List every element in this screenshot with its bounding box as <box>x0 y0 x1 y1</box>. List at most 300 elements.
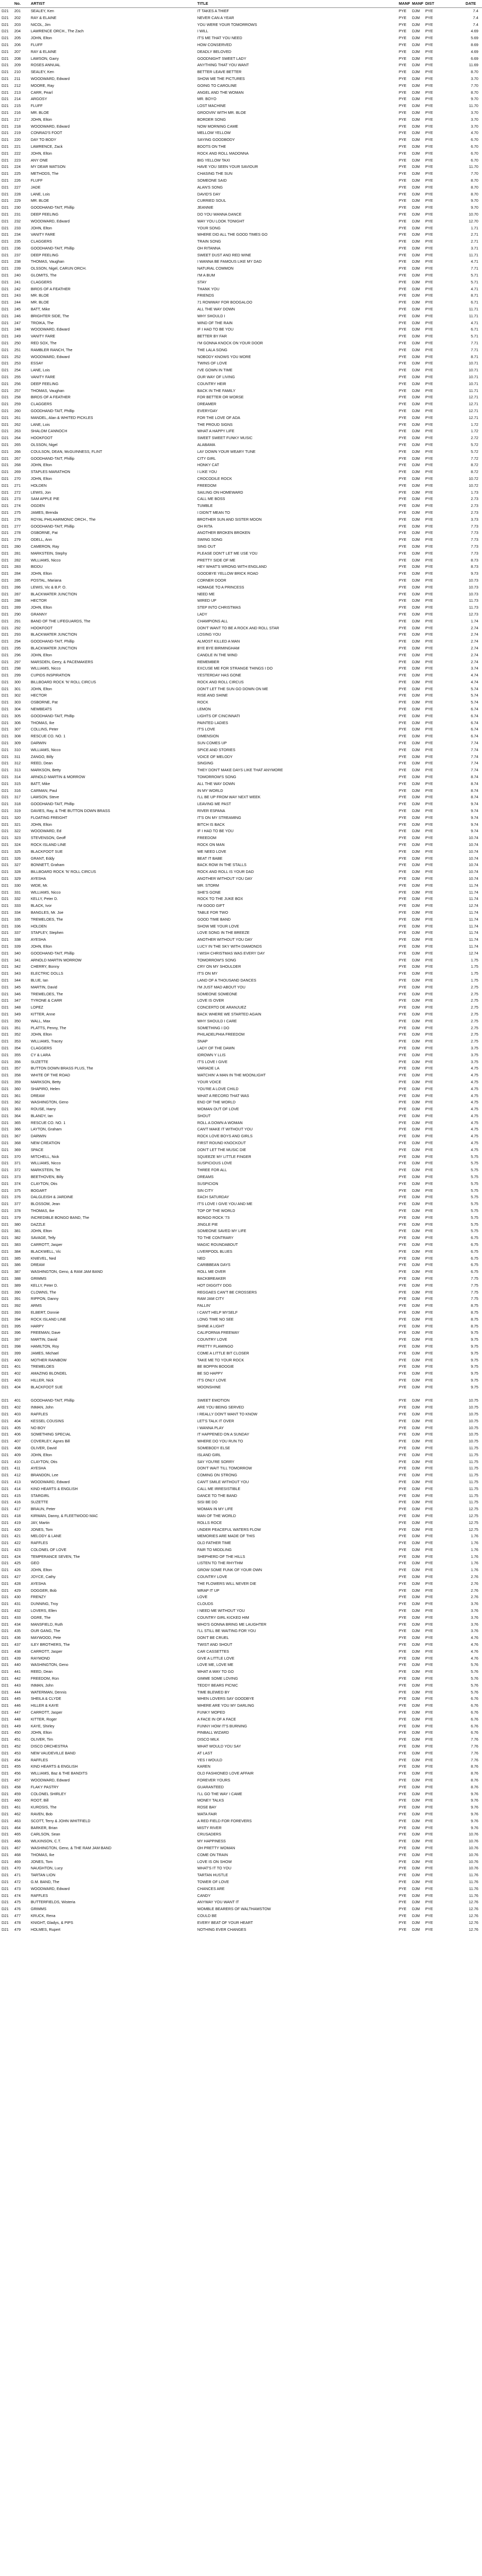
table-row <box>0 1750 482 1757</box>
prefix-cell: D21 <box>2 368 9 373</box>
catalogue-number: 252 <box>14 354 21 359</box>
manf2-cell: DJM <box>412 361 420 366</box>
artist-cell: SHAPIRO, Helen <box>31 1086 60 1091</box>
date-cell: 4.69 <box>471 49 478 54</box>
date-cell: 9.75 <box>471 1350 478 1356</box>
title-cell: TOMORROW'S SONG <box>197 774 236 780</box>
date-cell: 10.74 <box>469 869 478 875</box>
title-cell: HOT DIGGITY DOG <box>197 1282 232 1288</box>
date-cell: 4.74 <box>471 679 478 684</box>
catalogue-number: 371 <box>14 1161 21 1166</box>
manf2-cell: DJM <box>412 1459 420 1464</box>
manf2-cell: DJM <box>412 910 420 915</box>
dist-cell: PYE <box>425 273 433 278</box>
artist-cell: THOMAS, Ike <box>31 720 55 725</box>
manf2-cell: DJM <box>412 150 420 156</box>
catalogue-number: 220 <box>14 137 21 142</box>
date-cell: 9.75 <box>471 1330 478 1335</box>
manf-cell: PYE <box>399 516 407 522</box>
catalogue-number: 215 <box>14 103 21 109</box>
manf-cell: PYE <box>399 117 407 122</box>
dist-cell: PYE <box>425 1282 433 1288</box>
artist-cell: JOHN, Elton <box>31 150 52 156</box>
prefix-cell: D21 <box>2 408 9 414</box>
catalogue-number: 453 <box>14 1750 21 1755</box>
dist-cell: PYE <box>425 476 433 481</box>
artist-cell: CAMERON, Ray <box>31 543 59 549</box>
date-cell: 11.75 <box>469 1493 478 1498</box>
date-cell: 8.70 <box>471 191 478 197</box>
manf2-cell: DJM <box>412 1588 420 1593</box>
dist-cell: PYE <box>425 1825 433 1830</box>
table-row <box>0 456 482 462</box>
manf2-cell: DJM <box>412 673 420 678</box>
dist-cell: PYE <box>425 686 433 691</box>
title-cell: PHILADELPHIA FREEDOM <box>197 1032 245 1037</box>
prefix-cell: D21 <box>2 903 9 908</box>
date-cell: 11.74 <box>469 896 478 902</box>
manf2-cell: DJM <box>412 1188 420 1193</box>
manf-cell: PYE <box>399 198 407 203</box>
manf-cell: PYE <box>399 29 407 34</box>
title-cell: TO THE CONTRARY <box>197 1235 234 1241</box>
catalogue-number: 293 <box>14 632 21 637</box>
artist-cell: MARKSON, Betty <box>31 768 61 773</box>
date-cell: 9.76 <box>471 1791 478 1796</box>
title-cell: SUN COMES UP <box>197 741 227 746</box>
dist-cell: PYE <box>425 1520 433 1525</box>
table-row <box>0 910 482 916</box>
title-cell: ROSE BAY <box>197 1805 217 1810</box>
manf-cell: PYE <box>399 984 407 990</box>
dist-cell: PYE <box>425 862 433 868</box>
artist-cell: JOHN, Elton <box>31 117 52 122</box>
manf-cell: PYE <box>399 1364 407 1369</box>
table-row <box>0 1804 482 1811</box>
catalogue-number: 403 <box>14 1411 21 1416</box>
table-row <box>0 916 482 923</box>
artist-cell: TYRONE & CARR <box>31 998 63 1003</box>
catalogue-number: 381 <box>14 1228 21 1234</box>
prefix-cell: D21 <box>2 1534 9 1539</box>
catalogue-number: 352 <box>14 1032 21 1037</box>
artist-cell: MANDEL, Alan & WHITED PICKLES <box>31 415 93 420</box>
title-cell: SING OUT <box>197 543 216 549</box>
date-cell: 9.76 <box>471 1811 478 1816</box>
catalogue-number: 349 <box>14 1011 21 1017</box>
prefix-cell: D21 <box>2 49 9 54</box>
date-cell: 11.71 <box>469 307 478 312</box>
catalogue-number: 262 <box>14 422 21 427</box>
date-cell: 10.76 <box>469 1832 478 1837</box>
title-cell: SOMETHING I DO <box>197 1025 230 1030</box>
manf2-cell: DJM <box>412 211 420 217</box>
prefix-cell: D21 <box>2 659 9 664</box>
artist-cell: HOLMES, Rupert <box>31 1927 60 1932</box>
date-cell: 8.70 <box>471 177 478 183</box>
prefix-cell: D21 <box>2 734 9 739</box>
artist-cell: SCOTT, Terry & JOHN WHITFIELD <box>31 1818 91 1823</box>
title-cell: HOMAGE TO A PRINCESS <box>197 584 244 590</box>
dist-cell: PYE <box>425 1384 433 1389</box>
table-row <box>0 726 482 733</box>
catalogue-number: 376 <box>14 1195 21 1200</box>
artist-cell: WOODWARD, Edward <box>31 76 70 81</box>
artist-cell: RAMBLER RANCH, The <box>31 347 73 352</box>
artist-cell: COLONEL OF LOVE <box>31 1547 67 1552</box>
title-cell: RAM JAM CITY <box>197 1296 224 1302</box>
date-cell: 6.74 <box>471 707 478 712</box>
dist-cell: PYE <box>425 171 433 176</box>
manf-cell: PYE <box>399 239 407 244</box>
table-row <box>0 1377 482 1384</box>
title-cell: I'LL STILL BE WAITING FOR YOU <box>197 1628 256 1634</box>
prefix-cell: D21 <box>2 22 9 27</box>
prefix-cell: D21 <box>2 83 9 88</box>
title-cell: GOODBYE YELLOW BRICK ROAD <box>197 571 258 576</box>
catalogue-number: 383 <box>14 1242 21 1247</box>
manf-cell: PYE <box>399 1452 407 1457</box>
artist-cell: BLACKWATER JUNCTION <box>31 645 77 650</box>
date-cell: 7.76 <box>471 1744 478 1749</box>
table-row <box>0 1174 482 1181</box>
date-cell: 6.74 <box>471 727 478 732</box>
dist-cell: PYE <box>425 795 433 800</box>
prefix-cell: D21 <box>2 1242 9 1247</box>
table-row <box>0 903 482 910</box>
title-cell: BYE BYE BIRMINGHAM <box>197 645 240 650</box>
table-row <box>0 1777 482 1784</box>
table-row <box>0 1262 482 1269</box>
date-cell: 8.73 <box>471 557 478 563</box>
title-cell: BOOTS ON THE <box>197 144 226 149</box>
artist-cell: ARNOLD MARTIN MORROW <box>31 957 82 962</box>
manf2-cell: DJM <box>412 1289 420 1295</box>
dist-cell: PYE <box>425 341 433 346</box>
prefix-cell: D21 <box>2 381 9 386</box>
date-cell: 8.75 <box>471 1323 478 1329</box>
manf2-cell: DJM <box>412 611 420 617</box>
manf-cell: PYE <box>399 1798 407 1803</box>
dist-cell: PYE <box>425 435 433 441</box>
manf2-cell: DJM <box>412 1473 420 1478</box>
catalogue-number: 203 <box>14 22 21 27</box>
title-cell: FOR THE LOVE OF ADA <box>197 415 240 420</box>
manf-cell: PYE <box>399 110 407 115</box>
date-cell: 3.70 <box>471 117 478 122</box>
manf2-cell: DJM <box>412 1554 420 1559</box>
table-row <box>0 1472 482 1479</box>
artist-cell: ARNOLD MARTIN & MORROW <box>31 774 85 780</box>
dist-cell: PYE <box>425 591 433 596</box>
prefix-cell: D21 <box>2 429 9 434</box>
manf2-cell: DJM <box>412 476 420 481</box>
prefix-cell: D21 <box>2 300 9 305</box>
manf-cell: PYE <box>399 1771 407 1776</box>
title-cell: ROCK LOVE BOYS AND GIRLS <box>197 1134 253 1139</box>
manf2-cell: DJM <box>412 1357 420 1362</box>
dist-cell: PYE <box>425 557 433 563</box>
date-cell: 12.76 <box>469 1906 478 1912</box>
artist-cell: REED, Dean <box>31 1669 53 1674</box>
prefix-cell: D21 <box>2 1330 9 1335</box>
manf-cell: PYE <box>399 442 407 447</box>
table-row <box>0 1276 482 1282</box>
artist-cell: WILLIAMS, Nicco <box>31 747 61 752</box>
manf2-cell: DJM <box>412 1242 420 1247</box>
dist-cell: PYE <box>425 137 433 142</box>
manf2-cell: DJM <box>412 1689 420 1695</box>
catalogue-number: 298 <box>14 666 21 671</box>
catalogue-number: 257 <box>14 388 21 393</box>
title-cell: BACK IN THE FAMILY <box>197 388 236 393</box>
catalogue-number: 467 <box>14 1845 21 1850</box>
title-cell: ROCK <box>197 700 208 705</box>
artist-cell: CHERRY, Bonny <box>31 964 59 969</box>
date-cell: 10.76 <box>469 1866 478 1871</box>
date-cell: 4.75 <box>471 1120 478 1125</box>
table-row <box>0 1181 482 1188</box>
date-cell: 6.75 <box>471 1262 478 1268</box>
date-cell: 12.71 <box>469 415 478 420</box>
manf-cell: PYE <box>399 225 407 230</box>
table-row <box>0 1527 482 1534</box>
artist-cell: BEETHOVEN, Billy <box>31 1174 64 1180</box>
manf-cell: PYE <box>399 761 407 766</box>
manf-cell: PYE <box>399 76 407 81</box>
catalogue-number: 373 <box>14 1174 21 1180</box>
manf2-cell: DJM <box>412 1154 420 1159</box>
dist-cell: PYE <box>425 876 433 881</box>
date-cell: 3.76 <box>471 1628 478 1634</box>
prefix-cell: D21 <box>2 605 9 610</box>
dist-cell: PYE <box>425 239 433 244</box>
dist-cell: PYE <box>425 1750 433 1755</box>
prefix-cell: D21 <box>2 1703 9 1708</box>
artist-cell: WASHINGTON, Geno <box>31 1100 68 1105</box>
table-row <box>0 1669 482 1675</box>
table-row <box>0 1791 482 1798</box>
table-row <box>0 1872 482 1879</box>
manf2-cell: DJM <box>412 1059 420 1064</box>
table-row <box>0 1716 482 1723</box>
dist-cell: PYE <box>425 1927 433 1932</box>
title-cell: I LIKE YOU <box>197 469 217 475</box>
table-row <box>0 1418 482 1425</box>
dist-cell: PYE <box>425 1682 433 1688</box>
table-row <box>0 1927 482 1933</box>
table-row <box>0 1797 482 1804</box>
prefix-cell: D21 <box>2 279 9 284</box>
table-row <box>0 76 482 83</box>
title-cell: FALLIN' <box>197 1303 211 1308</box>
date-cell: 7.74 <box>471 761 478 766</box>
date-cell: 7.75 <box>471 1296 478 1302</box>
date-cell: 2.75 <box>471 1032 478 1037</box>
prefix-cell: D21 <box>2 991 9 996</box>
prefix-cell: D21 <box>2 1174 9 1180</box>
catalogue-number: 292 <box>14 625 21 630</box>
manf2-cell: DJM <box>412 984 420 990</box>
manf-cell: PYE <box>399 1147 407 1152</box>
artist-cell: SPACE <box>31 1147 43 1152</box>
date-cell: 10.71 <box>469 368 478 373</box>
dist-cell: PYE <box>425 930 433 935</box>
manf2-cell: DJM <box>412 1384 420 1389</box>
table-row <box>0 1852 482 1859</box>
date-cell: 5.76 <box>471 1662 478 1668</box>
title-cell: I REALLY DON'T WANT TO KNOW <box>197 1411 258 1416</box>
date-cell: 12.75 <box>469 1513 478 1518</box>
date-cell: 10.74 <box>469 876 478 881</box>
date-cell: 2.75 <box>471 1011 478 1017</box>
prefix-cell: D21 <box>2 239 9 244</box>
date-cell: 12.74 <box>469 903 478 908</box>
table-row <box>0 1079 482 1086</box>
catalogue-number: 314 <box>14 774 21 780</box>
prefix-cell: D21 <box>2 1398 9 1403</box>
manf2-cell: DJM <box>412 1208 420 1214</box>
table-row <box>0 1608 482 1615</box>
date-cell: 3.70 <box>471 110 478 115</box>
date-cell: 8.76 <box>471 1777 478 1782</box>
date-cell: 5.72 <box>471 449 478 454</box>
manf2-cell: DJM <box>412 117 420 122</box>
table-row <box>0 265 482 272</box>
catalogue-number: 253 <box>14 361 21 366</box>
prefix-cell: D21 <box>2 496 9 502</box>
catalogue-number: 300 <box>14 679 21 684</box>
catalogue-number: 332 <box>14 896 21 902</box>
table-row <box>0 110 482 117</box>
manf2-cell: DJM <box>412 943 420 949</box>
date-cell: 5.76 <box>471 1682 478 1688</box>
table-row <box>0 822 482 828</box>
manf2-cell: DJM <box>412 1791 420 1796</box>
manf-cell: PYE <box>399 1052 407 1057</box>
manf2-cell: DJM <box>412 1574 420 1580</box>
catalogue-number: 357 <box>14 1066 21 1071</box>
date-cell: 8.69 <box>471 42 478 47</box>
dist-cell: PYE <box>425 1689 433 1695</box>
table-row <box>0 1222 482 1228</box>
manf2-cell: DJM <box>412 334 420 339</box>
manf2-cell: DJM <box>412 964 420 969</box>
artist-cell: DUNNING, Troy <box>31 1601 58 1607</box>
prefix-cell: D21 <box>2 591 9 596</box>
date-cell: 8.72 <box>471 469 478 475</box>
manf-cell: PYE <box>399 1784 407 1789</box>
table-row <box>0 1201 482 1208</box>
catalogue-number: 284 <box>14 571 21 576</box>
catalogue-number: 351 <box>14 1025 21 1030</box>
title-cell: NEVER CAN A YEAR <box>197 15 234 20</box>
manf-cell: PYE <box>399 130 407 136</box>
dist-cell: PYE <box>425 611 433 617</box>
prefix-cell: D21 <box>2 1066 9 1071</box>
date-cell: 10.76 <box>469 1845 478 1850</box>
dist-cell: PYE <box>425 1405 433 1410</box>
manf-cell: PYE <box>399 1547 407 1552</box>
catalogue-number: 331 <box>14 889 21 895</box>
catalogue-number: 454 <box>14 1757 21 1762</box>
dist-cell: PYE <box>425 1879 433 1884</box>
manf2-cell: DJM <box>412 1839 420 1844</box>
manf-cell: PYE <box>399 1906 407 1912</box>
prefix-cell: D21 <box>2 422 9 427</box>
date-cell: 3.75 <box>471 1045 478 1050</box>
manf-cell: PYE <box>399 361 407 366</box>
table-row <box>0 171 482 177</box>
catalogue-number: 319 <box>14 808 21 814</box>
prefix-cell: D21 <box>2 361 9 366</box>
artist-cell: WOODWARD, Ed <box>31 828 62 834</box>
catalogue-number: 281 <box>14 550 21 556</box>
artist-cell: WIDE, Mr. <box>31 883 48 888</box>
prefix-cell: D21 <box>2 1269 9 1274</box>
manf2-cell: DJM <box>412 171 420 176</box>
manf-cell: PYE <box>399 632 407 637</box>
prefix-cell: D21 <box>2 1513 9 1518</box>
catalogue-number: 393 <box>14 1310 21 1315</box>
title-cell: DON'T BE CRUEL <box>197 1635 229 1641</box>
artist-cell: WATERMAN, Dennis <box>31 1689 67 1695</box>
manf2-cell: DJM <box>412 754 420 759</box>
manf2-cell: DJM <box>412 618 420 623</box>
prefix-cell: D21 <box>2 1927 9 1932</box>
catalogue-number: 382 <box>14 1235 21 1241</box>
title-cell: IN MY WORLD <box>197 788 223 793</box>
manf-cell: PYE <box>399 625 407 630</box>
table-row <box>0 1825 482 1832</box>
dist-cell: PYE <box>425 510 433 515</box>
prefix-cell: D21 <box>2 1737 9 1742</box>
catalogue-number: 296 <box>14 652 21 657</box>
manf-cell: PYE <box>399 422 407 427</box>
catalogue-number: 377 <box>14 1201 21 1207</box>
dist-cell: PYE <box>425 849 433 854</box>
manf2-cell: DJM <box>412 889 420 895</box>
manf2-cell: DJM <box>412 598 420 603</box>
column-header-row <box>0 0 482 8</box>
table-row <box>0 279 482 286</box>
table-row <box>0 225 482 232</box>
manf-cell: PYE <box>399 1134 407 1139</box>
manf2-cell: DJM <box>412 388 420 393</box>
date-cell: 6.70 <box>471 137 478 142</box>
dist-cell: PYE <box>425 1418 433 1423</box>
title-cell: ANOTHER WITHOUT YOU DAY <box>197 876 253 881</box>
catalogue-number: 473 <box>14 1886 21 1891</box>
prefix-cell: D21 <box>2 1073 9 1078</box>
dist-cell: PYE <box>425 293 433 298</box>
date-cell: 9.70 <box>471 96 478 102</box>
prefix-cell: D21 <box>2 1818 9 1823</box>
prefix-cell: D21 <box>2 1588 9 1593</box>
catalogue-number: 368 <box>14 1140 21 1146</box>
table-row <box>0 747 482 754</box>
manf2-cell: DJM <box>412 442 420 447</box>
date-cell: 3.73 <box>471 516 478 522</box>
table-row <box>0 272 482 279</box>
manf2-cell: DJM <box>412 35 420 41</box>
catalogue-number: 479 <box>14 1927 21 1932</box>
prefix-cell: D21 <box>2 889 9 895</box>
dist-cell: PYE <box>425 781 433 786</box>
dist-cell: PYE <box>425 1621 433 1627</box>
dist-cell: PYE <box>425 734 433 739</box>
manf2-cell: DJM <box>412 1323 420 1329</box>
